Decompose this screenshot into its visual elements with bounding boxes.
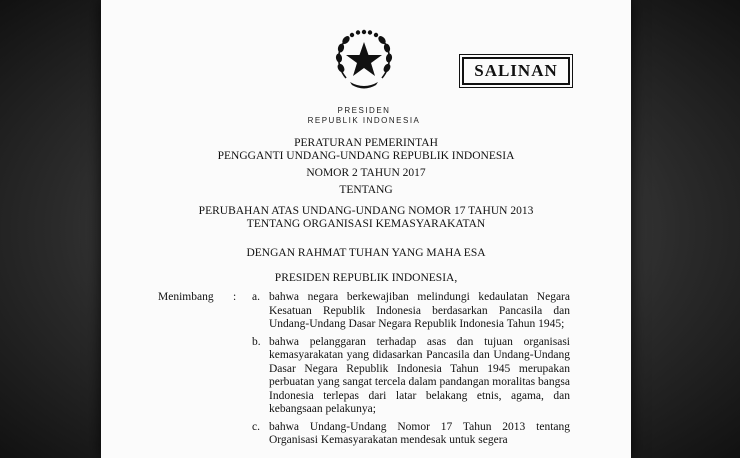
considering-label: Menimbang <box>158 291 214 303</box>
regulation-number: NOMOR 2 TAHUN 2017 <box>306 167 426 179</box>
list-item <box>252 421 570 448</box>
list-item <box>252 336 570 417</box>
president-line: PRESIDEN REPUBLIK INDONESIA, <box>274 272 458 284</box>
subject-line-2: TENTANG ORGANISASI KEMASYARAKATAN <box>246 218 486 230</box>
garuda-star-emblem-icon <box>332 28 396 92</box>
title-line-1: PERATURAN PEMERINTAH <box>294 137 438 149</box>
blessing-line: DENGAN RAHMAT TUHAN YANG MAHA ESA <box>246 247 486 259</box>
item-text: bahwa negara berkewajiban melindungi kedaulatan Negara Kesatuan Republik Indonesia berdasarkan Pancasila dan Undang-Undang Dasar Negara Republik Indonesia Tahun 1945; <box>269 291 570 330</box>
list-item <box>252 291 570 332</box>
item-letter: b. <box>252 335 261 348</box>
subject-line-1: PERUBAHAN ATAS UNDANG-UNDANG NOMOR 17 TAHUN 2013 <box>198 205 534 217</box>
regulation-title <box>101 137 631 285</box>
office-line-1: PRESIDEN <box>337 106 391 115</box>
salinan-badge: SALINAN <box>462 57 570 85</box>
considering-list <box>252 291 570 452</box>
considering-colon: : <box>233 291 237 303</box>
item-letter: c. <box>252 420 260 433</box>
item-text: bahwa Undang-Undang Nomor 17 Tahun 2013 tentang Organisasi Kemasyarakatan mendesak untuk segera <box>269 420 570 446</box>
office-line-2: REPUBLIK INDONESIA <box>307 116 421 125</box>
item-letter: a. <box>252 291 260 303</box>
document-page <box>101 0 631 458</box>
title-line-2: PENGGANTI UNDANG-UNDANG REPUBLIK INDONESIA <box>217 150 515 162</box>
office-label <box>301 106 427 126</box>
item-text: bahwa pelanggaran terhadap asas dan tujuan organisasi kemasyarakatan yang didasarkan Pancasila dan Undang-Undang Dasar Negara Republik Indonesia Tahun 1945 merupakan perbuatan yang sangat tercela dalam pandangan moralitas bangsa Indonesia terlepas dari latar belakang etnis, agama, dan kebangsaan pelakunya; <box>269 335 570 415</box>
about-label: TENTANG <box>339 184 393 196</box>
